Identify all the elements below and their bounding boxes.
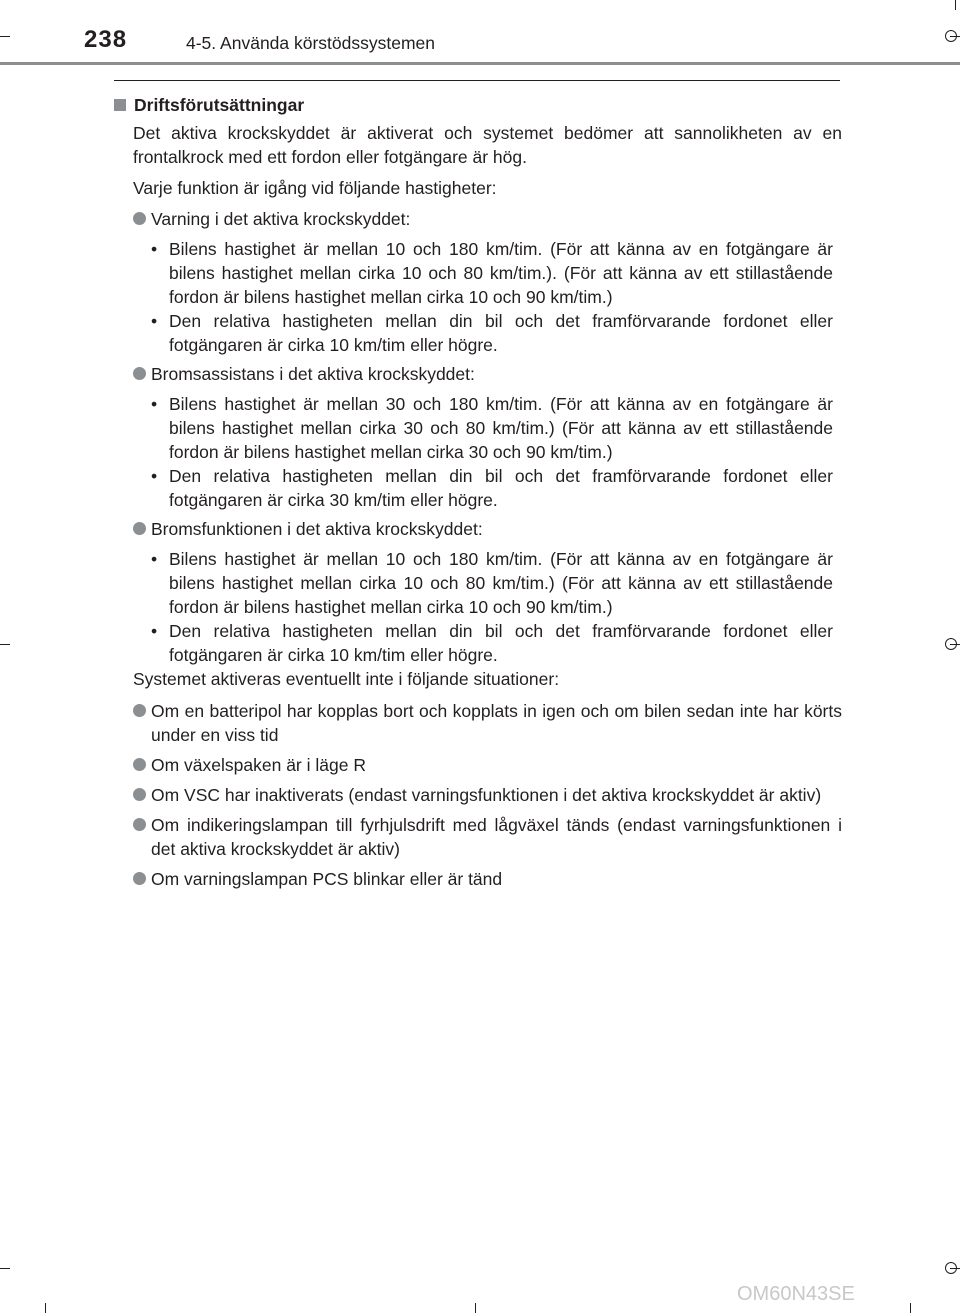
bullet-dot-icon <box>133 758 146 771</box>
situation-item <box>114 813 842 861</box>
bullet-dot-icon <box>133 704 146 717</box>
heading-text: Driftsförutsättningar <box>134 95 305 115</box>
header-bar <box>0 62 960 65</box>
bullet-dot-icon <box>133 818 146 831</box>
sub-item-text: Bilens hastighet är mellan 30 och 180 km/tim. (För att känna av en fotgängare är bilens hastighet mellan cirka 30 och 80 km/tim.) (För att känna av ett stillastående fordon är bilens hastighet mellan cirka 30 och 90 km/tim.) <box>169 394 833 462</box>
situation-text: Om en batteripol har kopplas bort och kopplats in igen och om bilen sedan inte har körts under en viss tid <box>151 701 842 745</box>
bullet-mark: • <box>151 466 158 486</box>
registration-mark <box>945 638 957 650</box>
footer-watermark: OM60N43SE <box>737 1283 855 1305</box>
page-number: 238 <box>84 26 128 53</box>
bullet-mark: • <box>151 549 158 569</box>
bullet-mark: • <box>151 311 158 331</box>
situation-text: Om indikeringslampan till fyrhjulsdrift med lågväxel tänds (endast varningsfunktionen i det aktiva krockskyddet är aktiv) <box>151 815 842 859</box>
square-bullet-icon <box>114 99 126 111</box>
crop-mark <box>910 1303 911 1313</box>
bullet-dot-icon <box>133 367 146 380</box>
crop-mark <box>0 644 10 645</box>
sub-item-text: Den relativa hastigheten mellan din bil och det framförvarande fordonet eller fotgängaren är cirka 30 km/tim eller högre. <box>169 466 833 510</box>
main-content <box>114 93 842 897</box>
function-item <box>114 517 842 541</box>
bullet-dot-icon <box>133 872 146 885</box>
sub-item-text: Bilens hastighet är mellan 10 och 180 km/tim. (För att känna av en fotgängare är bilens hastighet mellan cirka 10 och 80 km/tim.). (För att känna av ett stillastående fordon är bilens hastighet mellan cirka 10 och 90 km/tim.) <box>169 239 833 307</box>
function-item <box>114 207 842 231</box>
sub-list-item <box>151 237 833 309</box>
sub-list-item <box>151 392 833 464</box>
section-rule <box>114 80 840 81</box>
page-header <box>0 0 960 70</box>
intro-paragraph: Det aktiva krockskyddet är aktiverat och systemet bedömer att sannolikheten av en frontalkrock med ett fordon eller fotgängare är hög. <box>133 123 842 167</box>
registration-mark <box>945 30 957 42</box>
speeds-intro: Varje funktion är igång vid följande hastigheter: <box>133 178 497 198</box>
function-title: Bromsassistans i det aktiva krockskyddet: <box>151 364 475 384</box>
sub-item-text: Den relativa hastigheten mellan din bil och det framförvarande fordonet eller fotgängaren är cirka 10 km/tim eller högre. <box>169 311 833 355</box>
sub-list-item <box>151 464 833 512</box>
crop-mark <box>955 0 956 10</box>
bullet-dot-icon <box>133 522 146 535</box>
registration-mark <box>945 1262 957 1274</box>
situations-intro: Systemet aktiveras eventuellt inte i följande situationer: <box>133 669 560 689</box>
bullet-mark: • <box>151 394 158 414</box>
bullet-mark: • <box>151 621 158 641</box>
situation-item <box>114 753 842 777</box>
crop-mark <box>45 1303 46 1313</box>
bullet-dot-icon <box>133 212 146 225</box>
function-item <box>114 362 842 386</box>
situation-text: Om VSC har inaktiverats (endast varningsfunktionen i det aktiva krockskyddet är aktiv) <box>151 785 822 805</box>
function-title: Bromsfunktionen i det aktiva krockskyddet: <box>151 519 483 539</box>
function-sub-list <box>151 392 833 512</box>
situation-item <box>114 783 842 807</box>
section-title: 4-5. Använda körstödssystemen <box>186 33 436 53</box>
situation-item <box>114 699 842 747</box>
sub-list-item <box>151 309 833 357</box>
sub-item-text: Bilens hastighet är mellan 10 och 180 km/tim. (För att känna av en fotgängare är bilens hastighet mellan cirka 10 och 80 km/tim.) (För att känna av ett stillastående fordon är bilens hastighet mellan cirka 10 och 90 km/tim.) <box>169 549 833 617</box>
bullet-mark: • <box>151 239 158 259</box>
crop-mark <box>475 1303 476 1313</box>
function-sub-list <box>151 547 833 667</box>
sub-item-text: Den relativa hastigheten mellan din bil och det framförvarande fordonet eller fotgängaren är cirka 10 km/tim eller högre. <box>169 621 833 665</box>
situation-item <box>114 867 842 891</box>
sub-list-item <box>151 547 833 619</box>
situation-text: Om varningslampan PCS blinkar eller är tänd <box>151 869 503 889</box>
sub-list-item <box>151 619 833 667</box>
function-title: Varning i det aktiva krockskyddet: <box>151 209 411 229</box>
crop-mark <box>0 1268 10 1269</box>
section-heading <box>114 93 842 117</box>
bullet-dot-icon <box>133 788 146 801</box>
situation-text: Om växelspaken är i läge R <box>151 755 366 775</box>
crop-mark <box>0 36 10 37</box>
function-sub-list <box>151 237 833 357</box>
